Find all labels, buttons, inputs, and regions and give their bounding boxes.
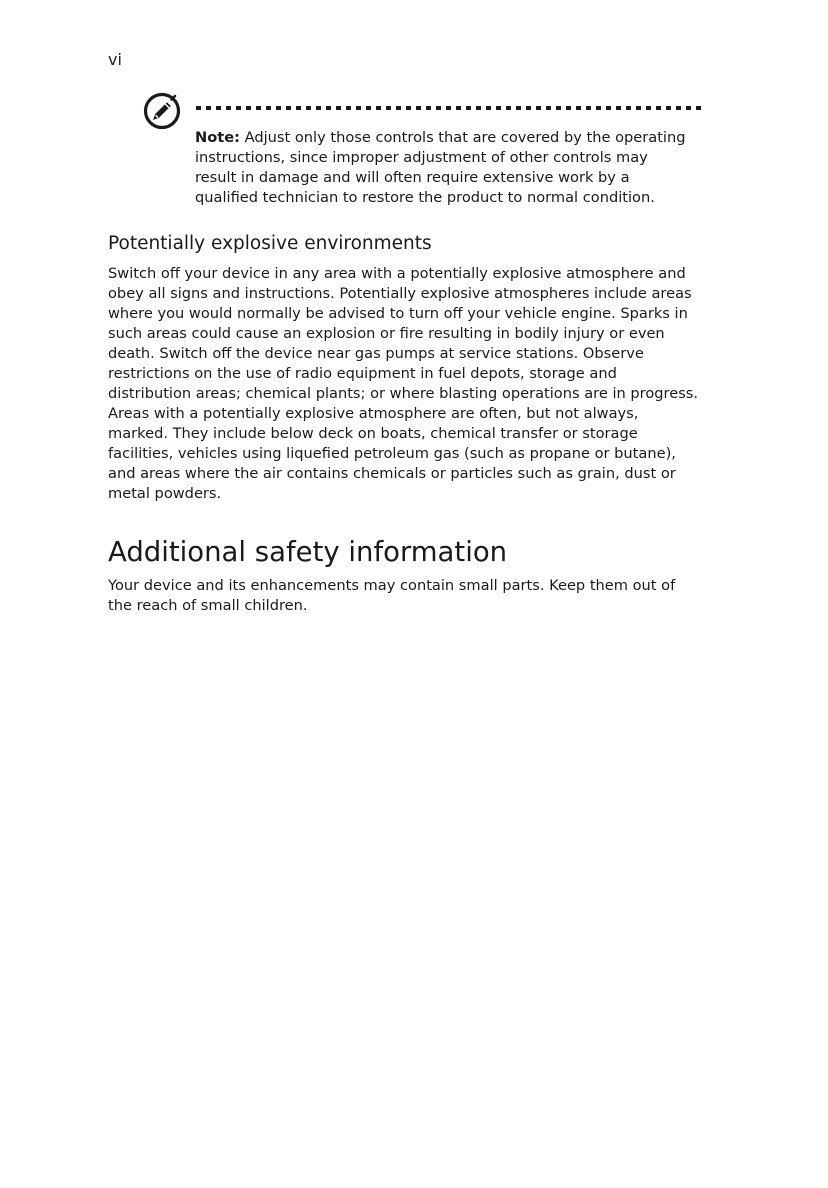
paragraph-line: Your device and its enhancements may contain small parts. Keep them out of: [108, 577, 676, 594]
paragraph-line: where you would normally be advised to turn off your vehicle engine. Sparks in: [108, 305, 688, 322]
paragraph-line: distribution areas; chemical plants; or where blasting operations are in progress.: [108, 385, 699, 402]
note-label: Note:: [195, 129, 240, 146]
section-heading-explosive: Potentially explosive environments: [108, 233, 432, 254]
paragraph-line: death. Switch off the device near gas pumps at service stations. Observe: [108, 345, 644, 362]
paragraph-line: and areas where the air contains chemicals or particles such as grain, dust or: [108, 465, 676, 482]
paragraph-line: facilities, vehicles using liquefied petroleum gas (such as propane or butane),: [108, 445, 676, 462]
paragraph-line: obey all signs and instructions. Potentially explosive atmospheres include areas: [108, 285, 692, 302]
paragraph-line: metal powders.: [108, 485, 222, 502]
paragraph-line: Switch off your device in any area with a potentially explosive atmosphere and: [108, 265, 686, 282]
paragraph-line: marked. They include below deck on boats, chemical transfer or storage: [108, 425, 638, 442]
note-line: result in damage and will often require extensive work by a: [195, 169, 630, 186]
explosive-paragraph: [108, 264, 708, 504]
note-pen-icon: [142, 91, 182, 131]
paragraph-line: Areas with a potentially explosive atmosphere are often, but not always,: [108, 405, 639, 422]
main-heading-additional: Additional safety information: [108, 536, 508, 568]
page-number: vi: [108, 50, 122, 69]
paragraph-line: such areas could cause an explosion or fire resulting in bodily injury or even: [108, 325, 665, 342]
paragraph-line: restrictions on the use of radio equipment in fuel depots, storage and: [108, 365, 617, 382]
note-text: [195, 128, 715, 208]
note-dotted-rule: [195, 105, 704, 111]
note-line: qualified technician to restore the product to normal condition.: [195, 189, 655, 206]
paragraph-line: the reach of small children.: [108, 597, 308, 614]
note-line: Note: Adjust only those controls that are covered by the operating: [195, 129, 686, 146]
note-line: instructions, since improper adjustment of other controls may: [195, 149, 648, 166]
additional-paragraph: [108, 576, 708, 616]
